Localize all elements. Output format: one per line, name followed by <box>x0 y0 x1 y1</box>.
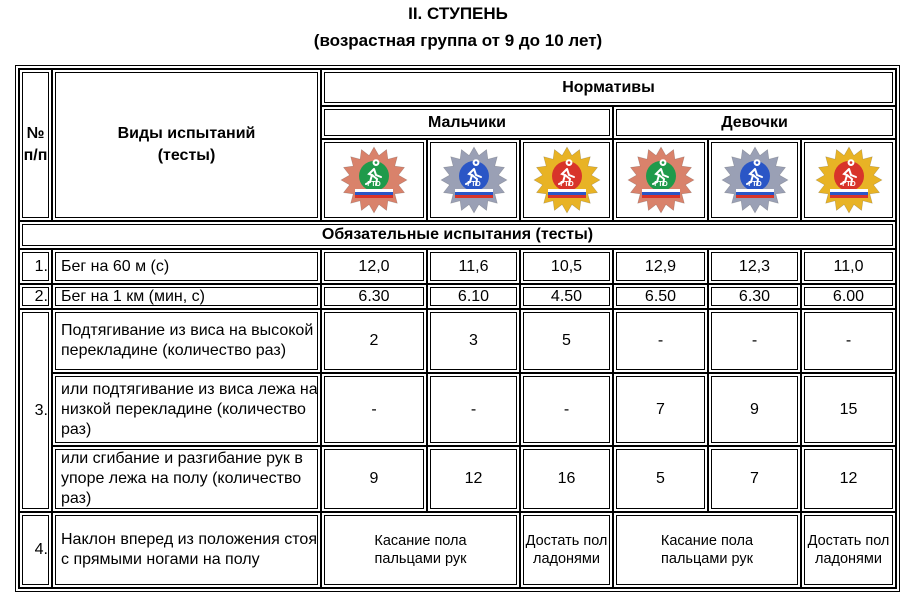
boys-gold-cell <box>520 512 613 588</box>
value-cell: 3 <box>427 309 520 373</box>
table-row <box>19 249 896 284</box>
value-cell: 7 <box>708 446 801 512</box>
row-test-name: Бег на 1 км (мин, с) <box>52 284 321 309</box>
value-cell: 12 <box>427 446 520 512</box>
badge-label: ГТО <box>653 181 668 188</box>
value-cell: 4.50 <box>520 284 613 309</box>
section-mandatory: Обязательные испытания (тесты) <box>19 221 896 249</box>
badge-cell <box>801 139 896 221</box>
badge-label: ГТО <box>367 181 381 188</box>
row-number: 2. <box>19 284 52 309</box>
standards-table <box>18 68 897 589</box>
gold-badge-icon <box>532 145 602 215</box>
value-cell: - <box>708 309 801 373</box>
table-row <box>19 284 896 309</box>
silver-badge-icon <box>439 145 509 215</box>
bronze-badge-icon <box>339 145 409 215</box>
page-title: II. СТУПЕНЬ <box>408 4 508 23</box>
table-row <box>19 309 896 373</box>
col-boys-header: Мальчики <box>321 106 613 139</box>
table-row <box>19 512 896 588</box>
badge-cell <box>520 139 613 221</box>
row-test-name: или подтягивание из виса лежа на низкой перекладине (количество раз) <box>52 373 321 446</box>
bronze-badge-icon <box>626 145 696 215</box>
silver-badge-icon <box>720 145 790 215</box>
badge-cell <box>427 139 520 221</box>
value-cell: 7 <box>613 373 708 446</box>
value-cell: - <box>520 373 613 446</box>
value-cell: 12,9 <box>613 249 708 284</box>
boys-bronze-silver-cell <box>321 512 520 588</box>
badge-label: ГТО <box>841 181 856 188</box>
girls-bronze-silver-value: Касание пола пальцами рук <box>660 533 754 567</box>
row-test-name: или сгибание и разгибание рук в упоре лежа на полу (количество раз) <box>52 446 321 512</box>
boys-gold-value: Достать пол ладонями <box>525 533 608 567</box>
table-row <box>19 446 896 512</box>
value-cell: 12 <box>801 446 896 512</box>
value-cell: - <box>321 373 427 446</box>
girls-gold-value: Достать пол ладонями <box>807 533 890 567</box>
value-cell: 6.10 <box>427 284 520 309</box>
col-number-header <box>19 69 52 221</box>
value-cell: 6.30 <box>321 284 427 309</box>
badge-cell <box>321 139 427 221</box>
row-test-name: Наклон вперед из положения стоя с прямыми ногами на полу <box>52 512 321 588</box>
girls-bronze-silver-cell <box>613 512 801 588</box>
value-cell: 5 <box>520 309 613 373</box>
value-cell: 11,6 <box>427 249 520 284</box>
value-cell: 15 <box>801 373 896 446</box>
row-test-name: Подтягивание из виса на высокой перекладине (количество раз) <box>52 309 321 373</box>
col-girls-header: Девочки <box>613 106 896 139</box>
value-cell: 10,5 <box>520 249 613 284</box>
value-cell: 6.00 <box>801 284 896 309</box>
value-cell: 2 <box>321 309 427 373</box>
row-number: 3. <box>19 309 52 512</box>
value-cell: 9 <box>708 373 801 446</box>
col-tests-label: Виды испытаний (тесты) <box>117 125 256 164</box>
boys-bronze-silver-value: Касание пола пальцами рук <box>374 533 467 567</box>
row-number: 4. <box>19 512 52 588</box>
value-cell: 12,0 <box>321 249 427 284</box>
col-number-label: № п/п <box>23 125 48 164</box>
page-subtitle: (возрастная группа от 9 до 10 лет) <box>313 31 603 50</box>
value-cell: 12,3 <box>708 249 801 284</box>
value-cell: - <box>427 373 520 446</box>
value-cell: 11,0 <box>801 249 896 284</box>
col-norms-header: Нормативы <box>321 69 896 106</box>
value-cell: 6.50 <box>613 284 708 309</box>
row-number: 1. <box>19 249 52 284</box>
value-cell: - <box>613 309 708 373</box>
badge-cell <box>708 139 801 221</box>
value-cell: 5 <box>613 446 708 512</box>
col-tests-header <box>52 69 321 221</box>
badge-cell <box>613 139 708 221</box>
value-cell: 9 <box>321 446 427 512</box>
value-cell: 6.30 <box>708 284 801 309</box>
gold-badge-icon <box>814 145 884 215</box>
badge-label: ГТО <box>747 181 762 188</box>
value-cell: - <box>801 309 896 373</box>
value-cell: 16 <box>520 446 613 512</box>
table-row <box>19 373 896 446</box>
badge-label: ГТО <box>559 181 574 188</box>
row-test-name: Бег на 60 м (с) <box>52 249 321 284</box>
badge-label: ГТО <box>466 181 481 188</box>
girls-gold-cell <box>801 512 896 588</box>
